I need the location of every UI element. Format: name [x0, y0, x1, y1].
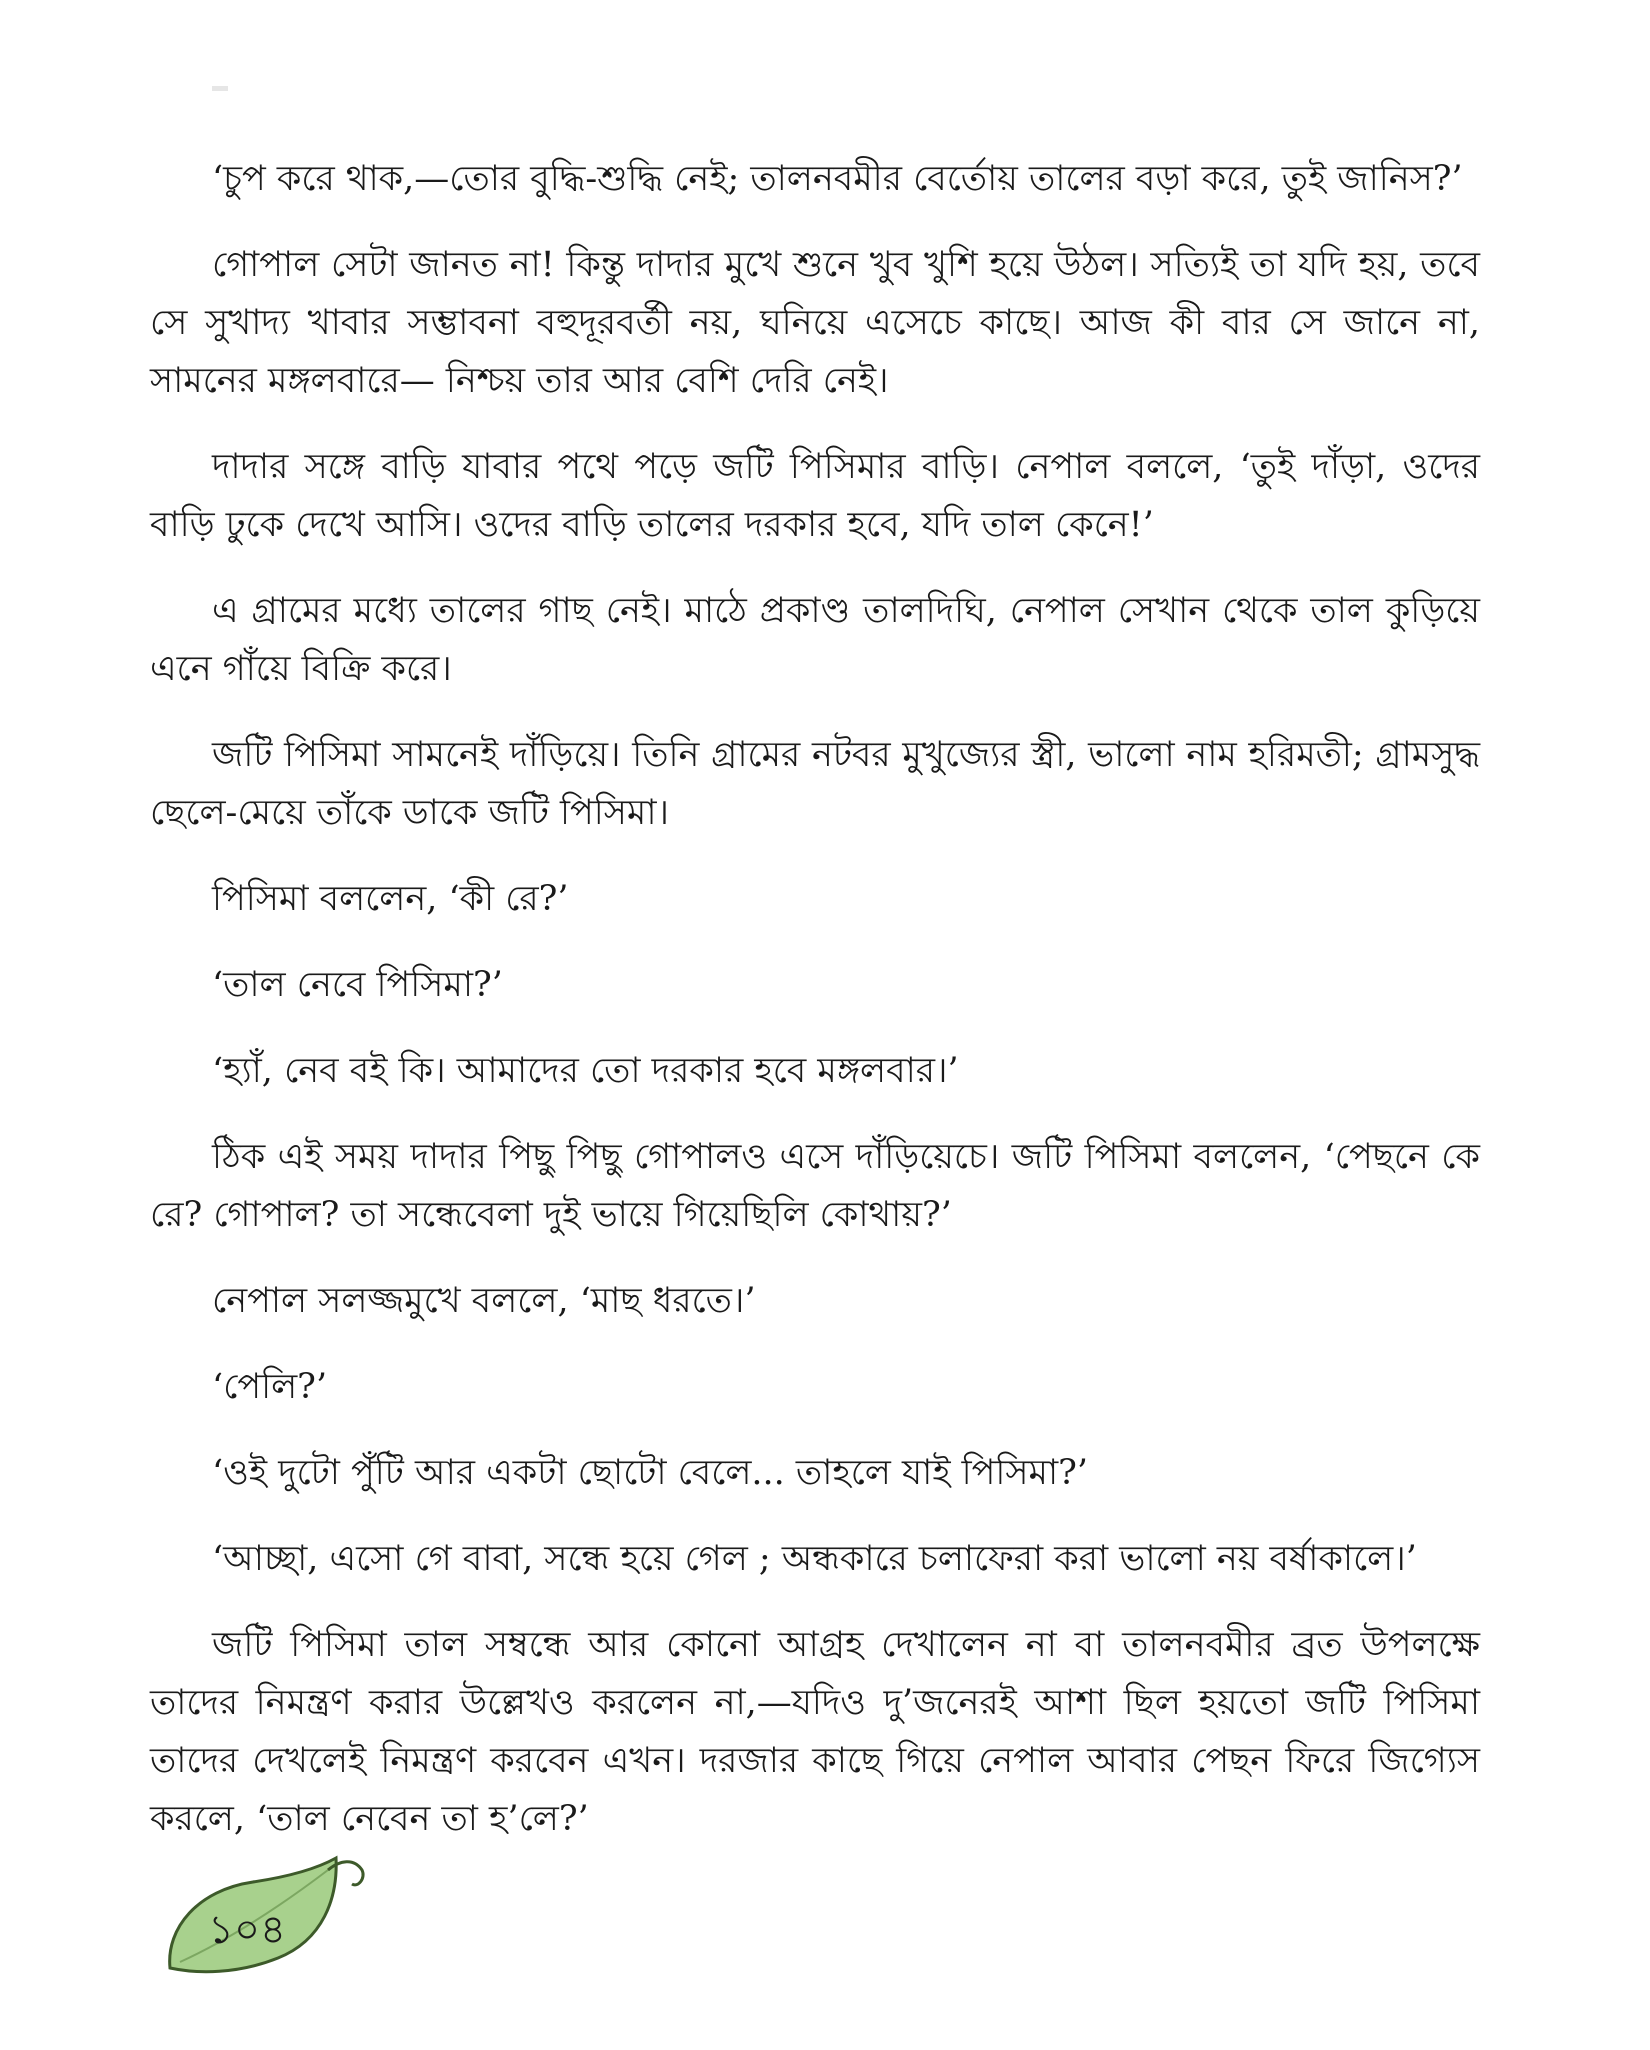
paragraph: পিসিমা বললেন, ‘কী রে?’ [212, 879, 569, 919]
paragraph: গোপাল সেটা জানত না! কিন্তু দাদার মুখে শুনে খুব খুশি হয়ে উঠল। সত্যিই তা যদি হয়, তবে সে সুখাদ্য খাবার সম্ভাবনা বহুদূরবর্তী নয়, ঘনিয়ে এসেচে কাছে। আজ কী বার সে জানে না, সামনের মঙ্গলবারে— নিশ্চয় তার আর বেশি দেরি নেই। [150, 245, 1480, 401]
paragraph: ঠিক এই সময় দাদার পিছু পিছু গোপালও এসে দাঁড়িয়েচে। জটি পিসিমা বললেন, ‘পেছনে কে রে? গোপাল? তা সন্ধেবেলা দুই ভায়ে গিয়েছিলি কোথায়?’ [150, 1137, 1480, 1235]
corner-mark [212, 86, 228, 91]
paragraph: দাদার সঙ্গে বাড়ি যাবার পথে পড়ে জটি পিসিমার বাড়ি। নেপাল বললে, ‘তুই দাঁড়া, ওদের বাড়ি ঢুকে দেখে আসি। ওদের বাড়ি তালের দরকার হবে, যদি তাল কেনে!’ [150, 447, 1480, 545]
page-number-badge [158, 1848, 368, 1978]
paragraph: জটি পিসিমা তাল সম্বন্ধে আর কোনো আগ্রহ দেখালেন না বা তালনবমীর ব্রত উপলক্ষে তাদের নিমন্ত্রণ করার উল্লেখও করলেন না,—যদিও দু’জনেরই আশা ছিল হয়তো জটি পিসিমা তাদের দেখলেই নিমন্ত্রণ করবেন এখন। দরজার কাছে গিয়ে নেপাল আবার পেছন ফিরে জিগ্যেস করলে, ‘তাল নেবেন তা হ’লে?’ [150, 1625, 1480, 1839]
paragraph: জটি পিসিমা সামনেই দাঁড়িয়ে। তিনি গ্রামের নটবর মুখুজ্যের স্ত্রী, ভালো নাম হরিমতী; গ্রামসুদ্ধ ছেলে-মেয়ে তাঁকে ডাকে জটি পিসিমা। [150, 735, 1480, 833]
paragraph: ‘তাল নেবে পিসিমা?’ [212, 965, 503, 1005]
paragraph: ‘চুপ করে থাক,—তোর বুদ্ধি-শুদ্ধি নেই; তালনবমীর বের্তোয় তালের বড়া করে, তুই জানিস?’ [212, 159, 1463, 199]
paragraph: ‘পেলি?’ [212, 1367, 328, 1407]
page-number: ১০৪ [208, 1907, 286, 1953]
page-body [150, 150, 1480, 1876]
paragraph: ‘ওই দুটো পুঁটি আর একটা ছোটো বেলে... তাহলে যাই পিসিমা?’ [212, 1453, 1089, 1493]
paragraph: নেপাল সলজ্জমুখে বললে, ‘মাছ ধরতে।’ [212, 1281, 756, 1321]
paragraph: এ গ্রামের মধ্যে তালের গাছ নেই। মাঠে প্রকাণ্ড তালদিঘি, নেপাল সেখান থেকে তাল কুড়িয়ে এনে গাঁয়ে বিক্রি করে। [150, 591, 1480, 689]
paragraph: ‘আচ্ছা, এসো গে বাবা, সন্ধে হয়ে গেল ; অন্ধকারে চলাফেরা করা ভালো নয় বর্ষাকালে।’ [212, 1539, 1417, 1579]
paragraph: ‘হ্যাঁ, নেব বই কি। আমাদের তো দরকার হবে মঙ্গলবার।’ [212, 1051, 959, 1091]
